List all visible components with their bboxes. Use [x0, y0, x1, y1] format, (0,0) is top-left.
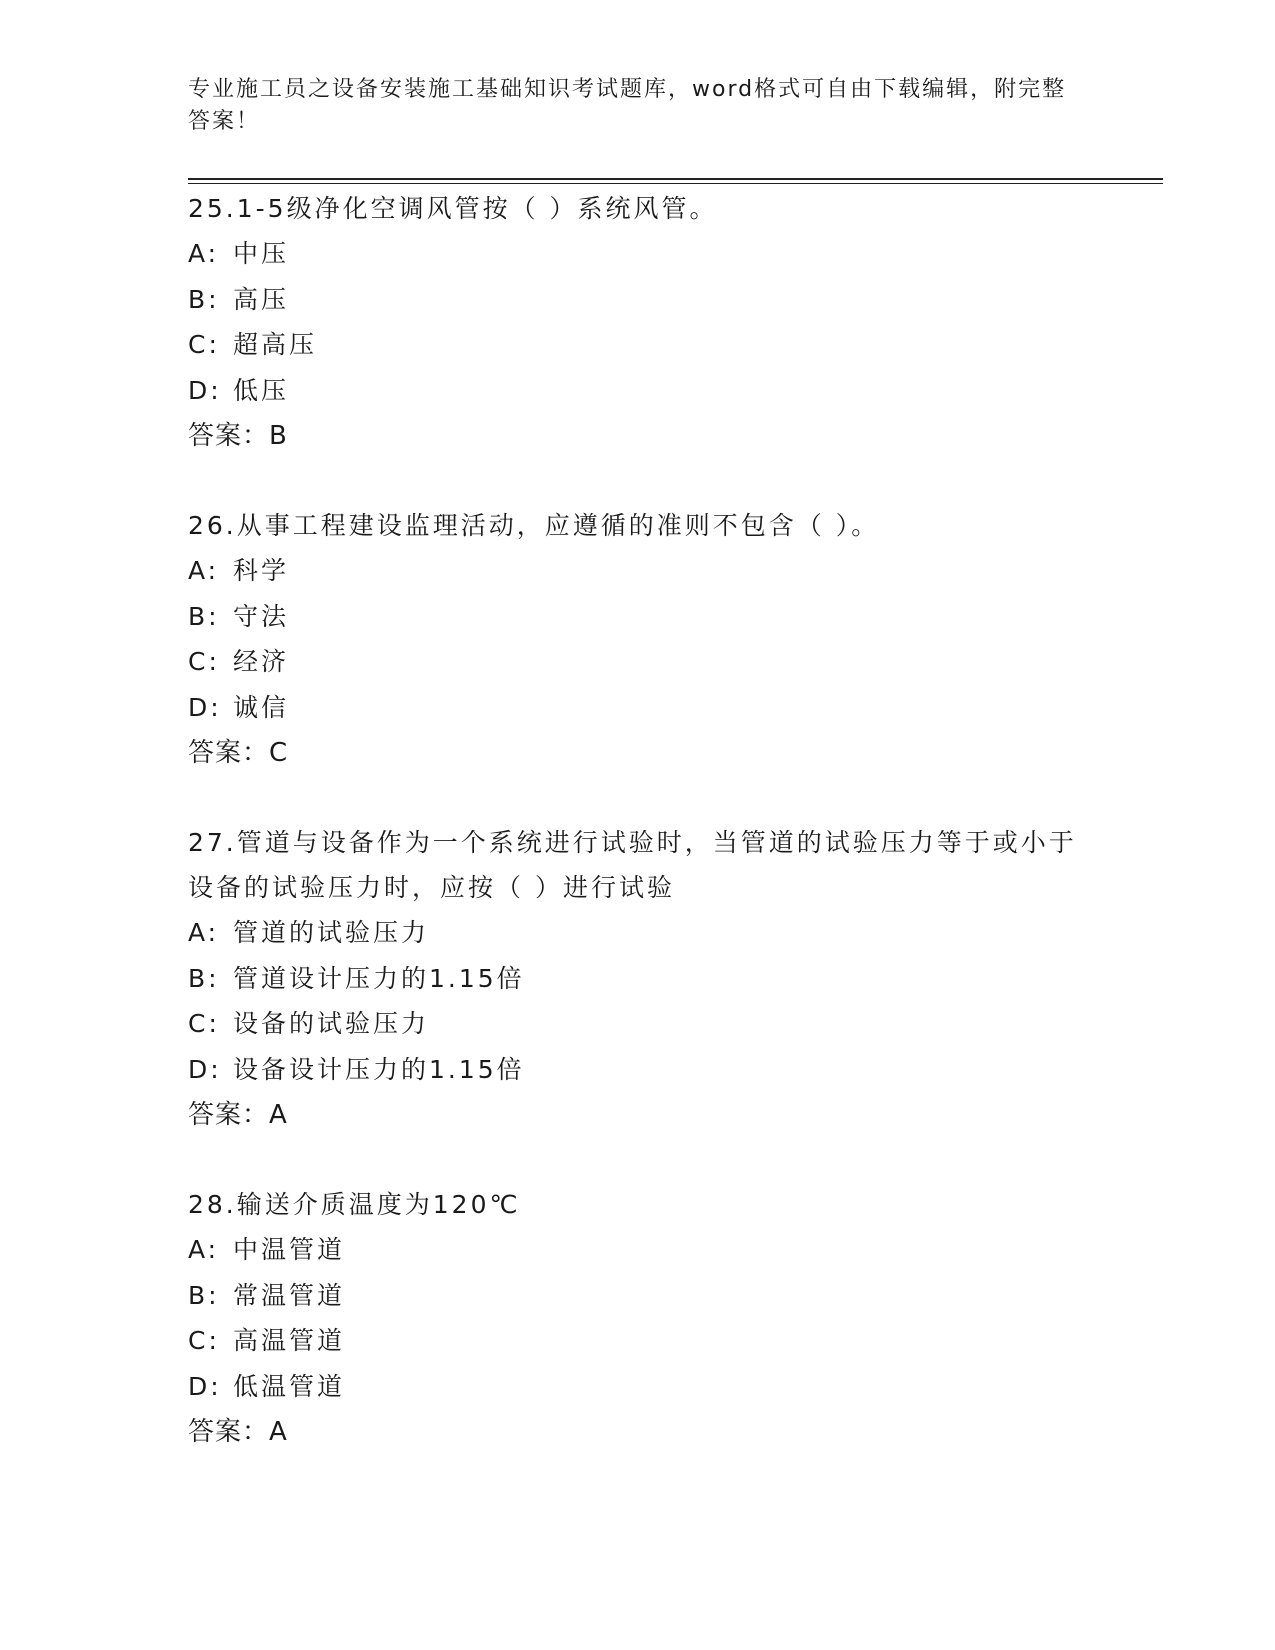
question-stem: 28.输送介质温度为120℃	[188, 1190, 521, 1219]
option-text: 管道的试验压力	[233, 918, 430, 947]
answer-label: 答案：A	[188, 1100, 288, 1130]
option-text: 低压	[233, 375, 290, 405]
option-letter: D:	[188, 692, 222, 722]
option-letter: B:	[188, 1280, 220, 1310]
header-divider	[188, 178, 1163, 184]
option-text: 中温管道	[233, 1235, 346, 1264]
option-letter: D:	[188, 1371, 222, 1401]
option-letter: A:	[188, 918, 220, 947]
option-text: 高温管道	[233, 1326, 346, 1355]
option-text: 诚信	[233, 692, 290, 722]
option-text: 低温管道	[233, 1371, 346, 1401]
question-stem: 26.从事工程建设监理活动，应遵循的准则不包含（ ）。	[188, 511, 880, 540]
option-text: 经济	[233, 647, 290, 676]
question-28	[188, 1182, 1088, 1455]
option-letter: A:	[188, 239, 220, 268]
option-b	[188, 956, 1088, 1002]
question-25	[188, 186, 1088, 459]
option-letter: B:	[188, 601, 220, 631]
option-text: 守法	[233, 601, 290, 631]
option-b	[188, 277, 1088, 323]
option-letter: C:	[188, 330, 220, 359]
option-letter: D:	[188, 375, 222, 405]
option-text: 设备的试验压力	[233, 1009, 430, 1038]
option-letter: D:	[188, 1054, 222, 1084]
option-letter: B:	[188, 284, 220, 314]
option-a	[188, 231, 1088, 277]
option-text: 超高压	[233, 330, 318, 359]
question-27	[188, 820, 1088, 1138]
option-letter: B:	[188, 963, 220, 993]
option-text: 常温管道	[233, 1280, 346, 1310]
option-text: 设备设计压力的1.15倍	[233, 1054, 525, 1084]
option-c	[188, 1318, 1088, 1364]
option-letter: A:	[188, 1235, 220, 1264]
option-text: 科学	[233, 556, 290, 585]
option-d	[188, 685, 1088, 731]
option-letter: C:	[188, 1009, 220, 1038]
option-c	[188, 639, 1088, 685]
answer-label: 答案：B	[188, 421, 288, 451]
option-letter: C:	[188, 1326, 220, 1355]
option-b	[188, 1273, 1088, 1319]
option-a	[188, 1227, 1088, 1273]
option-a	[188, 910, 1088, 956]
option-letter: C:	[188, 647, 220, 676]
answer-label: 答案：C	[188, 738, 289, 768]
option-a	[188, 548, 1088, 594]
option-c	[188, 322, 1088, 368]
question-26	[188, 503, 1088, 776]
option-letter: A:	[188, 556, 220, 585]
option-d	[188, 368, 1088, 414]
question-stem: 27.管道与设备作为一个系统进行试验时，当管道的试验压力等于或小于设备的试验压力时，应按（ ）进行试验	[188, 828, 1077, 902]
option-d	[188, 1047, 1088, 1093]
document-header: 专业施工员之设备安装施工基础知识考试题库，word格式可自由下载编辑，附完整答案！	[188, 77, 1067, 134]
answer-label: 答案：A	[188, 1417, 288, 1447]
option-text: 中压	[233, 239, 290, 268]
option-d	[188, 1364, 1088, 1410]
option-text: 管道设计压力的1.15倍	[233, 963, 525, 993]
option-c	[188, 1001, 1088, 1047]
option-text: 高压	[233, 284, 290, 314]
option-b	[188, 594, 1088, 640]
question-stem: 25.1-5级净化空调风管按（ ）系统风管。	[188, 194, 718, 223]
